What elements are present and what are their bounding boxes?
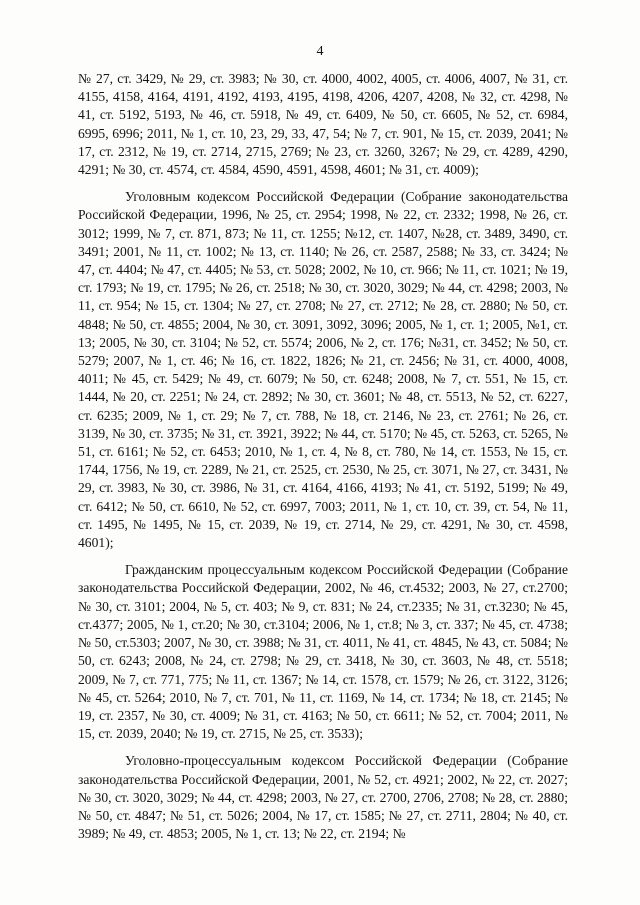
page-number: 4 [316, 44, 324, 59]
body-text [78, 70, 568, 843]
paragraph-criminal-code: Уголовным кодексом Российской Федерации (Собрание законодательства Российской Федерации, 1996, № 25, ст. 2954; 1998, № 22, ст. 2332; 1998, № 26, ст. 3012; 1999, № 7, ст. 871, 873; № 11, ст. 1255; №12, ст. 1407, №28, ст. 3489, 3490, ст. 3491; 2001, № 11, ст. 1002; № 13, ст. 1140; № 26, ст. 2587, 2588; № 33, ст. 3424; № 47, ст. 4404; № 47, ст. 4405; № 53, ст. 5028; 2002, № 10, ст. 966; № 11, ст. 1021; № 19, ст. 1793; № 19, ст. 1795; № 26, ст. 2518; № 30, ст. 3020, 3029; № 44, ст. 4298; 2003, № 11, ст. 954; № 15, ст. 1304; № 27, ст. 2708; № 27, ст. 2712; № 28, ст. 2880; № 50, ст. 4848; № 50, ст. 4855; 2004, № 30, ст. 3091, 3092, 3096; 2005, № 1, ст. 1; 2005, №1, ст. 13; 2005, № 30, ст. 3104; № 52, ст. 5574; 2006, № 2, ст. 176; №31, ст. 3452; № 50, ст. 5279; 2007, № 1, ст. 46; № 16, ст. 1822, 1826; № 21, ст. 2456; № 31, ст. 4000, 4008, 4011; № 45, ст. 5429; № 49, ст. 6079; № 50, ст. 6248; 2008, № 7, ст. 551, № 15, ст. 1444, № 20, ст. 2251; № 24, ст. 2892; № 30, ст. 3601; № 48, ст. 5513, № 52, ст. 6227, ст. 6235; 2009, № 1, ст. 29; № 7, ст. 788, № 18, ст. 2146, № 23, ст. 2761; № 26, ст. 3139, № 30, ст. 3735; № 31, ст. 3921, 3922; № 44, ст. 5170; № 45, ст. 5263, ст. 5265, № 51, ст. 6161; № 52, ст. 6453; 2010, № 1, ст. 4, № 8, ст. 780, № 14, ст. 1553, № 15, ст. 1744, 1756, № 19, ст. 2289, № 21, ст. 2525, ст. 2530, № 25, ст. 3071, № 27, ст. 3431, № 29, ст. 3983, № 30, ст. 3986, № 31, ст. 4164, 4166, 4193; № 41, ст. 5192, 5199; № 49, ст. 6412; № 50, ст. 6610, № 52, ст. 6997, 7003; 2011, № 1, ст. 10, ст. 39, ст. 54, № 11, ст. 1495, № 1495, № 15, ст. 2039, № 19, ст. 2714, № 29, ст. 4291, № 30, ст. 4598, 4601); [78, 189, 568, 551]
paragraph-criminal-procedure-code: Уголовно-процессуальным кодексом Российской Федерации (Собрание законодательства Российской Федерации, 2001, № 52, ст. 4921; 2002, № 22, ст. 2027; № 30, ст. 3020, 3029; № 44, ст. 4298; 2003, № 27, ст. 2700, 2706, 2708; № 28, ст. 2880; № 50, ст. 4847; № 51, ст. 5026; 2004, № 17, ст. 1585; № 27, ст. 2711, 2804; № 40, ст. 3989; № 49, ст. 4853; 2005, № 1, ст. 13; № 22, ст. 2194; № [78, 753, 568, 842]
paragraph-continuation-references: № 27, ст. 3429, № 29, ст. 3983; № 30, ст. 4000, 4002, 4005, ст. 4006, 4007, № 31, ст. 4155, 4158, 4164, 4191, 4192, 4193, 4195, 4198, 4206, 4207, 4208, № 32, ст. 4298, № 41, ст. 5192, 5193, № 46, ст. 5918, № 49, ст. 6409, № 50, ст. 6605, № 52, ст. 6984, 6995, 6996; 2011, № 1, ст. 10, 23, 29, 33, 47, 54; № 7, ст. 901, № 15, ст. 2039, 2041; № 17, ст. 2312, № 19, ст. 2714, 2715, 2769; № 23, ст. 3260, 3267; № 29, ст. 4289, 4290, 4291; № 30, ст. 4574, ст. 4584, 4590, 4591, 4598, 4601; № 31, ст. 4009); [78, 71, 568, 178]
paragraph-civil-procedure-code: Гражданским процессуальным кодексом Российской Федерации (Собрание законодательства Российской Федерации, 2002, № 46, ст.4532; 2003, № 27, ст.2700; № 30, ст. 3101; 2004, № 5, ст. 403; № 9, ст. 831; № 24, ст.2335; № 31, ст.3230; № 45, ст.4377; 2005, № 1, ст.20; № 30, ст.3104; 2006, № 1, ст.8; № 3, ст. 337; № 45, ст. 4738; № 50, ст.5303; 2007, № 30, ст. 3988; № 31, ст. 4011, № 41, ст. 4845, № 43, ст. 5084; № 50, ст. 6243; 2008, № 24, ст. 2798; № 29, ст. 3418, № 30, ст. 3603, № 48, ст. 5518; 2009, № 7, ст. 771, 775; № 11, ст. 1367; № 14, ст. 1578, ст. 1579; № 26, ст. 3122, 3126; № 45, ст. 5264; 2010, № 7, ст. 701, № 11, ст. 1169, № 14, ст. 1734; № 18, ст. 2145; № 19, ст. 2357, № 30, ст. 4009; № 31, ст. 4163; № 50, ст. 6611; № 52, ст. 7004; 2011, № 15, ст. 2039, 2040; № 19, ст. 2715, № 25, ст. 3533); [78, 562, 568, 742]
